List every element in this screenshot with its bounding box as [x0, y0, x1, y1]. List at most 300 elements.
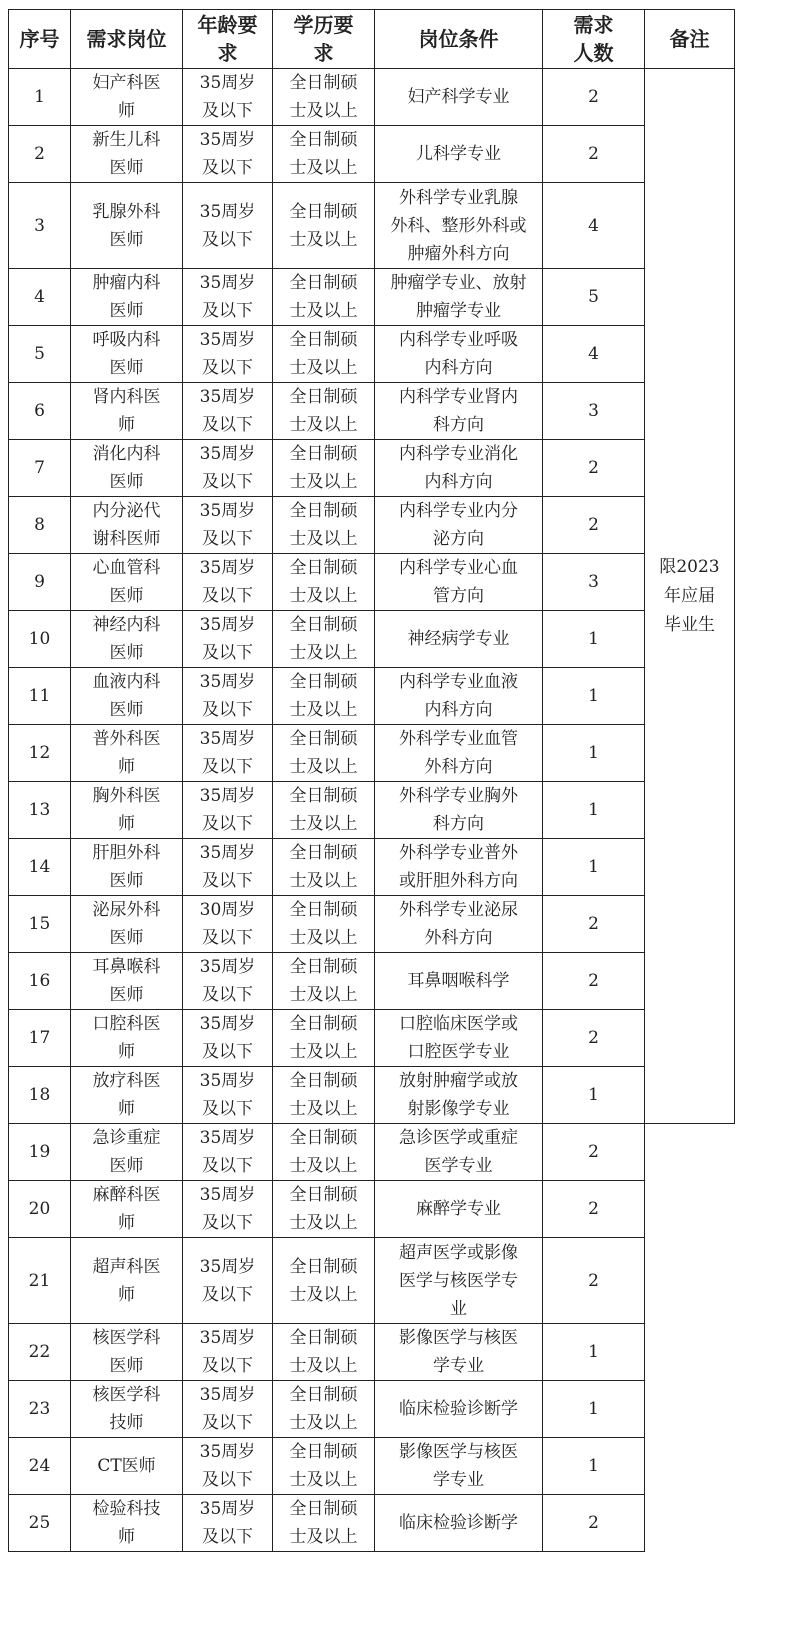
age-cell — [183, 1124, 273, 1181]
cell-line: 师 — [118, 1527, 135, 1547]
cell-line: 全日制硕 — [289, 387, 358, 407]
table-row — [9, 1010, 735, 1067]
education-cell — [273, 1438, 375, 1495]
cell-line: CT医师 — [97, 1456, 156, 1476]
header-count — [543, 10, 645, 69]
table-row — [9, 839, 735, 896]
cell-line: 内科方向 — [424, 700, 493, 720]
cell-line: 临床检验诊断学 — [399, 1513, 518, 1533]
cell-line: 35周岁 — [199, 1499, 256, 1519]
cell-line: 消化内科 — [92, 444, 161, 464]
post-cell — [71, 782, 183, 839]
table-row — [9, 183, 735, 269]
cell-line: 士及以上 — [289, 700, 358, 720]
cell-line: 医师 — [109, 1356, 144, 1376]
cell-line: 35周岁 — [199, 201, 256, 222]
education-cell — [273, 183, 375, 269]
cell-line: 师 — [118, 757, 135, 777]
row-number: 17 — [9, 1010, 71, 1067]
cell-line: 肿瘤外科方向 — [407, 243, 510, 264]
cell-line: 全日制硕 — [289, 672, 358, 692]
cell-line: 师 — [118, 1284, 135, 1305]
cell-line: 师 — [118, 415, 135, 435]
post-cell — [71, 1438, 183, 1495]
education-cell — [273, 269, 375, 326]
count-cell: 3 — [543, 554, 645, 611]
cell-line: 全日制硕 — [289, 1385, 358, 1405]
conditions-cell — [375, 725, 543, 782]
cell-line: 麻醉学专业 — [416, 1199, 501, 1219]
cell-line: 35周岁 — [199, 1385, 256, 1405]
count-cell: 2 — [543, 1181, 645, 1238]
row-number: 25 — [9, 1495, 71, 1552]
cell-line: 医师 — [109, 928, 144, 948]
count-cell: 2 — [543, 1495, 645, 1552]
cell-line: 及以下 — [202, 301, 253, 321]
row-number: 1 — [9, 69, 71, 126]
education-cell — [273, 1324, 375, 1381]
cell-line: 内科学专业呼吸 — [399, 330, 518, 350]
cell-line: 外科学专业普外 — [399, 843, 518, 863]
note-cell-empty — [645, 1124, 735, 1181]
table-row — [9, 668, 735, 725]
cell-line: 及以下 — [202, 1042, 253, 1062]
cell-line: 35周岁 — [199, 444, 256, 464]
table-row — [9, 1067, 735, 1124]
count-cell: 5 — [543, 269, 645, 326]
row-number: 2 — [9, 126, 71, 183]
cell-line: 士及以上 — [289, 1213, 358, 1233]
cell-line: 医师 — [109, 700, 144, 720]
count-cell: 4 — [543, 183, 645, 269]
count-cell: 2 — [543, 497, 645, 554]
cell-line: 35周岁 — [199, 1071, 256, 1091]
education-cell — [273, 896, 375, 953]
cell-line: 全日制硕 — [289, 73, 358, 93]
cell-line: 士及以上 — [289, 1413, 358, 1433]
cell-line: 及以下 — [202, 1470, 253, 1490]
header-post — [71, 10, 183, 69]
cell-line: 士及以上 — [289, 1527, 358, 1547]
post-cell — [71, 1495, 183, 1552]
cell-line: 全日制硕 — [289, 130, 358, 150]
post-cell — [71, 1324, 183, 1381]
cell-line: 全日制硕 — [289, 273, 358, 293]
row-number: 23 — [9, 1381, 71, 1438]
cell-line: 需求岗位 — [86, 27, 167, 51]
cell-line: 士及以上 — [289, 358, 358, 378]
conditions-cell — [375, 1181, 543, 1238]
count-cell: 1 — [543, 839, 645, 896]
cell-line: 人数 — [573, 41, 614, 65]
cell-line: 影像医学与核医 — [399, 1442, 518, 1462]
cell-line: 士及以上 — [289, 158, 358, 178]
table-row — [9, 896, 735, 953]
education-cell — [273, 497, 375, 554]
age-cell — [183, 269, 273, 326]
cell-line: 及以下 — [202, 415, 253, 435]
cell-line: 35周岁 — [199, 843, 256, 863]
cell-line: 医师 — [109, 472, 144, 492]
cell-line: 外科学专业泌尿 — [399, 900, 518, 920]
cell-line: 35周岁 — [199, 273, 256, 293]
post-cell — [71, 668, 183, 725]
count-cell: 2 — [543, 896, 645, 953]
cell-line: 全日制硕 — [289, 501, 358, 521]
row-number: 3 — [9, 183, 71, 269]
age-cell — [183, 839, 273, 896]
education-cell — [273, 725, 375, 782]
cell-line: 35周岁 — [199, 729, 256, 749]
cell-line: 口腔医学专业 — [407, 1042, 510, 1062]
cell-line: 全日制硕 — [289, 1071, 358, 1091]
cell-line: 医学与核医学专 — [399, 1270, 518, 1291]
table-row — [9, 1124, 735, 1181]
row-number: 19 — [9, 1124, 71, 1181]
cell-line: 35周岁 — [199, 957, 256, 977]
table-row — [9, 1381, 735, 1438]
cell-line: 肿瘤学专业 — [416, 301, 501, 321]
cell-line: 35周岁 — [199, 1442, 256, 1462]
count-cell: 2 — [543, 440, 645, 497]
header-number — [9, 10, 71, 69]
cell-line: 35周岁 — [199, 615, 256, 635]
education-cell — [273, 69, 375, 126]
cell-line: 及以下 — [202, 358, 253, 378]
cell-line: 师 — [118, 1042, 135, 1062]
education-cell — [273, 383, 375, 440]
post-cell — [71, 269, 183, 326]
cell-line: 外科方向 — [424, 928, 493, 948]
conditions-cell — [375, 896, 543, 953]
cell-line: 内科学专业肾内 — [399, 387, 518, 407]
age-cell — [183, 611, 273, 668]
cell-line: 肝胆外科 — [92, 843, 161, 863]
cell-line: 妇产科医 — [92, 73, 161, 93]
conditions-cell — [375, 1438, 543, 1495]
post-cell — [71, 839, 183, 896]
post-cell — [71, 497, 183, 554]
note-cell-empty — [645, 1381, 735, 1438]
cell-line: 师 — [118, 1213, 135, 1233]
recruitment-document — [8, 9, 735, 1552]
cell-line: 及以下 — [202, 158, 253, 178]
cell-line: 学专业 — [433, 1356, 484, 1376]
post-cell — [71, 1381, 183, 1438]
row-number: 15 — [9, 896, 71, 953]
education-cell — [273, 1381, 375, 1438]
cell-line: 全日制硕 — [289, 558, 358, 578]
count-cell: 1 — [543, 611, 645, 668]
conditions-cell — [375, 668, 543, 725]
age-cell — [183, 326, 273, 383]
cell-line: 全日制硕 — [289, 900, 358, 920]
conditions-cell — [375, 953, 543, 1010]
cell-line: 全日制硕 — [289, 330, 358, 350]
cell-line: 35周岁 — [199, 73, 256, 93]
cell-line: 外科、整形外科或 — [390, 215, 527, 236]
count-cell: 1 — [543, 1381, 645, 1438]
cell-line: 师 — [118, 101, 135, 121]
cell-line: 士及以上 — [289, 101, 358, 121]
cell-line: 肿瘤学专业、放射 — [390, 273, 527, 293]
cell-line: 内科方向 — [424, 358, 493, 378]
education-cell — [273, 953, 375, 1010]
cell-line: 35周岁 — [199, 330, 256, 350]
count-cell: 2 — [543, 1124, 645, 1181]
cell-line: 胸外科医 — [92, 786, 161, 806]
post-cell — [71, 1124, 183, 1181]
cell-line: 及以下 — [202, 529, 253, 549]
education-cell — [273, 1010, 375, 1067]
count-cell: 1 — [543, 1324, 645, 1381]
cell-line: 年应届 — [664, 585, 715, 606]
cell-line: 士及以上 — [289, 985, 358, 1005]
note-cell — [645, 69, 735, 1124]
cell-line: 及以下 — [202, 229, 253, 250]
cell-line: 35周岁 — [199, 1014, 256, 1034]
cell-line: 外科学专业胸外 — [399, 786, 518, 806]
cell-line: 外科学专业血管 — [399, 729, 518, 749]
cell-line: 全日制硕 — [289, 1014, 358, 1034]
education-cell — [273, 782, 375, 839]
cell-line: 医师 — [109, 985, 144, 1005]
cell-line: 核医学科 — [92, 1328, 161, 1348]
conditions-cell — [375, 383, 543, 440]
cell-line: 儿科学专业 — [416, 144, 501, 164]
conditions-cell — [375, 1381, 543, 1438]
post-cell — [71, 611, 183, 668]
cell-line: 射影像学专业 — [407, 1099, 510, 1119]
cell-line: 内分泌代 — [92, 501, 161, 521]
age-cell — [183, 1181, 273, 1238]
cell-line: 士及以上 — [289, 871, 358, 891]
post-cell — [71, 183, 183, 269]
age-cell — [183, 126, 273, 183]
cell-line: 检验科技 — [92, 1499, 161, 1519]
row-number: 6 — [9, 383, 71, 440]
education-cell — [273, 440, 375, 497]
age-cell — [183, 1010, 273, 1067]
count-cell: 4 — [543, 326, 645, 383]
cell-line: 需求 — [573, 13, 614, 37]
post-cell — [71, 383, 183, 440]
cell-line: 士及以上 — [289, 1042, 358, 1062]
cell-line: 放疗科医 — [92, 1071, 161, 1091]
post-cell — [71, 1238, 183, 1324]
conditions-cell — [375, 1495, 543, 1552]
cell-line: 30周岁 — [199, 900, 256, 920]
cell-line: 及以下 — [202, 1284, 253, 1305]
conditions-cell — [375, 183, 543, 269]
conditions-cell — [375, 69, 543, 126]
post-cell — [71, 126, 183, 183]
cell-line: 及以下 — [202, 1156, 253, 1176]
cell-line: 35周岁 — [199, 558, 256, 578]
post-cell — [71, 554, 183, 611]
cell-line: 士及以上 — [289, 1156, 358, 1176]
table-row — [9, 1181, 735, 1238]
cell-line: 序号 — [19, 27, 60, 51]
age-cell — [183, 497, 273, 554]
count-cell: 2 — [543, 1238, 645, 1324]
education-cell — [273, 1181, 375, 1238]
cell-line: 全日制硕 — [289, 729, 358, 749]
cell-line: 35周岁 — [199, 1328, 256, 1348]
post-cell — [71, 896, 183, 953]
header-conditions — [375, 10, 543, 69]
cell-line: 技师 — [109, 1413, 144, 1433]
conditions-cell — [375, 839, 543, 896]
cell-line: 急诊医学或重症 — [399, 1128, 518, 1148]
count-cell: 1 — [543, 1438, 645, 1495]
cell-line: 业 — [450, 1298, 467, 1319]
post-cell — [71, 69, 183, 126]
cell-line: 管方向 — [433, 586, 484, 606]
cell-line: 医师 — [109, 586, 144, 606]
cell-line: 师 — [118, 1099, 135, 1119]
post-cell — [71, 725, 183, 782]
cell-line: 及以下 — [202, 985, 253, 1005]
age-cell — [183, 1324, 273, 1381]
cell-line: 普外科医 — [92, 729, 161, 749]
table-row — [9, 611, 735, 668]
cell-line: 血液内科 — [92, 672, 161, 692]
table-row — [9, 1238, 735, 1324]
cell-line: 士及以上 — [289, 814, 358, 834]
education-cell — [273, 1124, 375, 1181]
conditions-cell — [375, 126, 543, 183]
cell-line: 内科学专业血液 — [399, 672, 518, 692]
cell-line: 全日制硕 — [289, 615, 358, 635]
table-row — [9, 497, 735, 554]
row-number: 9 — [9, 554, 71, 611]
cell-line: 及以下 — [202, 1213, 253, 1233]
age-cell — [183, 554, 273, 611]
row-number: 24 — [9, 1438, 71, 1495]
cell-line: 妇产科学专业 — [407, 87, 510, 107]
age-cell — [183, 183, 273, 269]
count-cell: 2 — [543, 953, 645, 1010]
header-education — [273, 10, 375, 69]
cell-line: 师 — [118, 814, 135, 834]
cell-line: 士及以上 — [289, 529, 358, 549]
row-number: 10 — [9, 611, 71, 668]
education-cell — [273, 1495, 375, 1552]
cell-line: 及以下 — [202, 814, 253, 834]
age-cell — [183, 896, 273, 953]
cell-line: 及以下 — [202, 1413, 253, 1433]
table-row — [9, 725, 735, 782]
count-cell: 2 — [543, 69, 645, 126]
post-cell — [71, 1067, 183, 1124]
cell-line: 35周岁 — [199, 387, 256, 407]
cell-line: 核医学科 — [92, 1385, 161, 1405]
conditions-cell — [375, 326, 543, 383]
age-cell — [183, 1495, 273, 1552]
cell-line: 全日制硕 — [289, 1256, 358, 1277]
header-note — [645, 10, 735, 69]
cell-line: 士及以上 — [289, 415, 358, 435]
age-cell — [183, 782, 273, 839]
cell-line: 耳鼻喉科 — [92, 957, 161, 977]
note-cell-empty — [645, 1181, 735, 1238]
cell-line: 内科学专业消化 — [399, 444, 518, 464]
row-number: 8 — [9, 497, 71, 554]
table-row — [9, 1324, 735, 1381]
cell-line: 士及以上 — [289, 586, 358, 606]
cell-line: 备注 — [669, 27, 710, 51]
cell-line: 医师 — [109, 301, 144, 321]
row-number: 4 — [9, 269, 71, 326]
cell-line: 35周岁 — [199, 786, 256, 806]
cell-line: 35周岁 — [199, 130, 256, 150]
cell-line: 神经内科 — [92, 615, 161, 635]
post-cell — [71, 440, 183, 497]
note-cell-empty — [645, 1324, 735, 1381]
cell-line: 耳鼻咽喉科学 — [407, 971, 510, 991]
cell-line: 科方向 — [433, 415, 484, 435]
row-number: 21 — [9, 1238, 71, 1324]
cell-line: 士及以上 — [289, 229, 358, 250]
row-number: 16 — [9, 953, 71, 1010]
education-cell — [273, 1238, 375, 1324]
cell-line: 外科方向 — [424, 757, 493, 777]
cell-line: 外科学专业乳腺 — [399, 187, 518, 208]
cell-line: 35周岁 — [199, 501, 256, 521]
conditions-cell — [375, 782, 543, 839]
table-row — [9, 1438, 735, 1495]
conditions-cell — [375, 1010, 543, 1067]
count-cell: 1 — [543, 725, 645, 782]
cell-line: 士及以上 — [289, 1284, 358, 1305]
cell-line: 毕业生 — [664, 614, 715, 635]
note-cell-empty — [645, 1438, 735, 1495]
table-row — [9, 269, 735, 326]
cell-line: 及以下 — [202, 928, 253, 948]
cell-line: 乳腺外科 — [92, 201, 161, 222]
age-cell — [183, 1381, 273, 1438]
cell-line: 士及以上 — [289, 928, 358, 948]
age-cell — [183, 69, 273, 126]
cell-line: 士及以上 — [289, 643, 358, 663]
header-row — [9, 10, 735, 69]
cell-line: 医师 — [109, 871, 144, 891]
cell-line: 35周岁 — [199, 672, 256, 692]
row-number: 20 — [9, 1181, 71, 1238]
cell-line: 士及以上 — [289, 1356, 358, 1376]
cell-line: 医师 — [109, 158, 144, 178]
cell-line: 全日制硕 — [289, 1442, 358, 1462]
cell-line: 及以下 — [202, 586, 253, 606]
age-cell — [183, 1067, 273, 1124]
conditions-cell — [375, 1067, 543, 1124]
cell-line: 医师 — [109, 358, 144, 378]
cell-line: 全日制硕 — [289, 843, 358, 863]
conditions-cell — [375, 1324, 543, 1381]
cell-line: 内科学专业心血 — [399, 558, 518, 578]
conditions-cell — [375, 269, 543, 326]
cell-line: 泌尿外科 — [92, 900, 161, 920]
cell-line: 放射肿瘤学或放 — [399, 1071, 518, 1091]
education-cell — [273, 839, 375, 896]
cell-line: 神经病学专业 — [407, 629, 510, 649]
cell-line: 全日制硕 — [289, 1185, 358, 1205]
cell-line: 及以下 — [202, 1527, 253, 1547]
cell-line: 超声医学或影像 — [399, 1242, 518, 1263]
cell-line: 泌方向 — [433, 529, 484, 549]
row-number: 11 — [9, 668, 71, 725]
